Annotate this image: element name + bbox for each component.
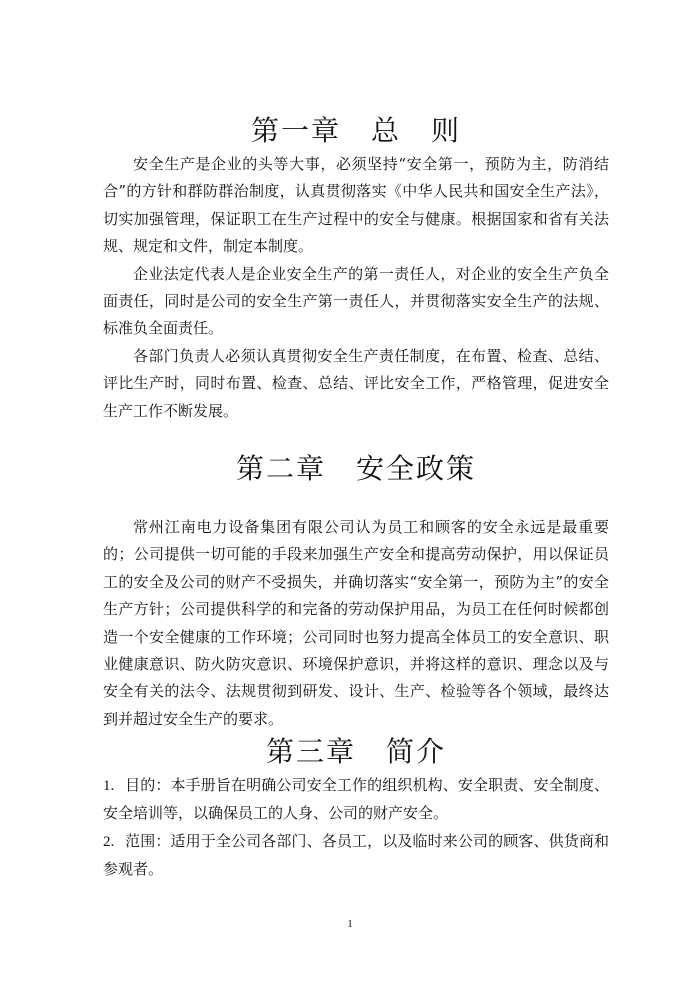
chapter-3-label: 第三章: [265, 735, 356, 768]
chapter-3-title: 简介: [386, 735, 447, 768]
chapter-1-label: 第一章: [250, 114, 341, 147]
chapter-2-heading: [103, 449, 609, 489]
list-item-number: 2.: [103, 833, 115, 850]
page-number: 1: [347, 918, 353, 930]
chapter-1-title-char-1: 总: [370, 114, 401, 147]
chapter-1-paragraph-1: 安全生产是企业的头等大事，必须坚持“安全第一，预防为主，防消结合”的方针和群防群治制度，认真贯彻落实《中华人民共和国安全生产法》，切实加强管理，保证职工在生产过程中的安全与健康。根据国家和省有关法规、规定和文件，制定本制度。: [103, 155, 609, 256]
chapter-1-heading: [103, 111, 609, 151]
chapter-2-body: [103, 514, 609, 733]
chapter-2-paragraph: 常州江南电力设备集团有限公司认为员工和顾客的安全永远是最重要的；公司提供一切可能的手段来加强生产安全和提高劳动保护，用以保证员工的安全及公司的财产不受损失，并确切落实“安全第一，预防为主”的安全生产方针；公司提供科学的和完备的劳动保护用品，为员工在任何时候都创造一个安全健康的工作环境；公司同时也努力提高全体员工的安全意识、职业健康意识、防火防灾意识、环境保护意识，并将这样的意识、理念以及与安全有关的法令、法规贯彻到研发、设计、生产、检验等各个领域，最终达到并超过安全生产的要求。: [103, 518, 609, 728]
list-item-text: 范围：适用于全公司各部门、各员工，以及临时来公司的顾客、供货商和参观者。: [103, 831, 609, 879]
list-item: [103, 828, 609, 884]
chapter-3-heading: [103, 732, 609, 772]
chapter-2-label: 第二章: [235, 452, 326, 485]
list-item-text: 目的：本手册旨在明确公司安全工作的组织机构、安全职责、安全制度、安全培训等，以确保员工的人身、公司的财产安全。: [103, 776, 609, 823]
chapter-2-title: 安全政策: [356, 452, 477, 485]
chapter-2: [103, 449, 609, 489]
chapter-1-paragraph-2: 企业法定代表人是企业安全生产的第一责任人，对企业的安全生产负全面责任，同时是公司的安全生产第一责任人，并贯彻落实安全生产的法规、标准负全面责任。: [103, 264, 609, 338]
list-item: [103, 772, 609, 828]
chapter-1-title-char-2: 则: [431, 114, 462, 147]
chapter-3: [103, 732, 609, 884]
list-item-number: 1.: [103, 778, 115, 794]
chapter-1-paragraph-3: 各部门负责人必须认真贯彻安全生产责任制度，在布置、检查、总结、评比生产时，同时布置、检查、总结、评比安全工作，严格管理，促进安全生产工作不断发展。: [103, 346, 609, 420]
chapter-1: [103, 111, 609, 425]
